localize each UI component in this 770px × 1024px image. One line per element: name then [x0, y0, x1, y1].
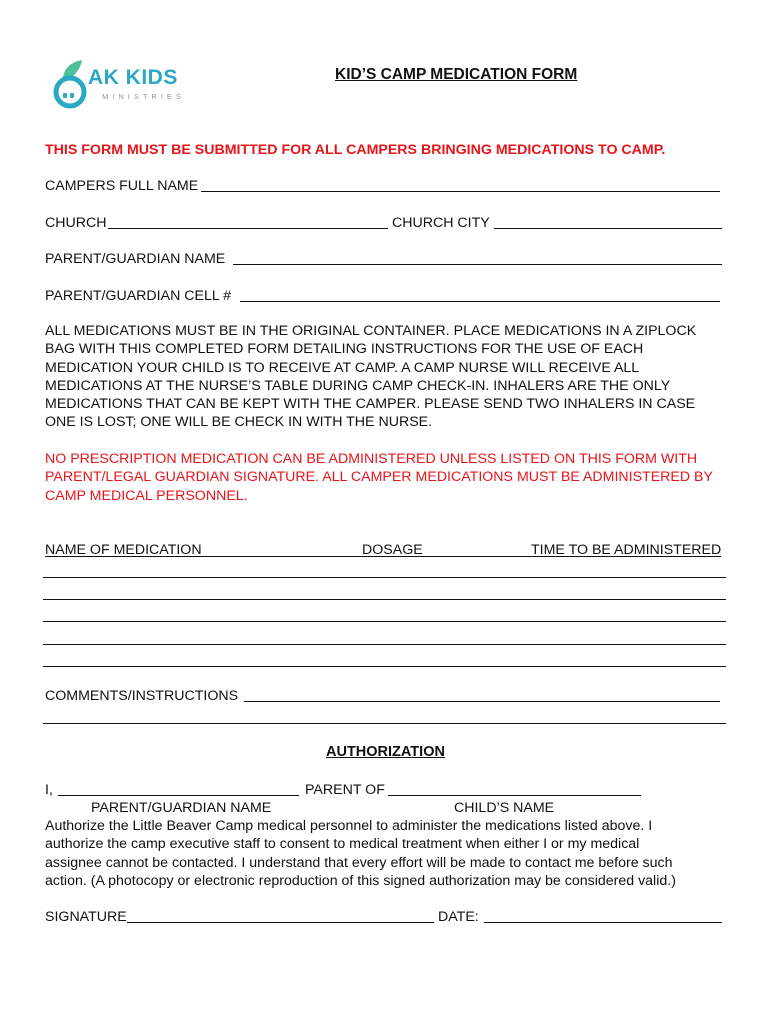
prescription-warning: [45, 450, 735, 505]
warning-line: NO PRESCRIPTION MEDICATION CAN BE ADMINISTERED UNLESS LISTED ON THIS FORM WITH: [45, 451, 698, 467]
church-field[interactable]: [108, 228, 388, 229]
church-city-field[interactable]: [494, 228, 722, 229]
comments-field[interactable]: [244, 701, 720, 702]
authorization-text: [45, 817, 735, 890]
comments-label: COMMENTS/INSTRUCTIONS: [45, 688, 239, 704]
authorization-line: Authorize the Little Beaver Camp medical personnel to administer the medications listed above. I: [45, 818, 653, 834]
dosage-column-header: DOSAGE: [362, 542, 423, 558]
parent-of-label: PARENT OF: [305, 782, 385, 798]
instructions-paragraph: [45, 322, 735, 432]
medication-row-line[interactable]: [43, 599, 726, 600]
warning-line: PARENT/LEGAL GUARDIAN SIGNATURE. ALL CAMPER MEDICATIONS MUST BE ADMINISTERED BY: [45, 469, 713, 486]
medication-column-header: NAME OF MEDICATION: [45, 542, 202, 558]
instructions-line: MEDICATION YOUR CHILD IS TO RECEIVE AT CAMP. A CAMP NURSE WILL RECEIVE ALL: [45, 359, 640, 376]
instructions-line: ONE IS LOST; ONE WILL BE CHECK IN WITH THE NURSE.: [45, 414, 433, 431]
comments-line[interactable]: [43, 723, 726, 724]
instructions-line: ALL MEDICATIONS MUST BE IN THE ORIGINAL CONTAINER. PLACE MEDICATIONS IN A ZIPLOCK: [45, 323, 697, 339]
guardian-name-label: PARENT/GUARDIAN NAME: [45, 251, 226, 267]
guardian-cell-field[interactable]: [240, 301, 720, 302]
signature-label: SIGNATURE: [45, 909, 127, 925]
signature-field[interactable]: [127, 922, 434, 923]
date-field[interactable]: [484, 922, 722, 923]
logo-name: AK KIDS: [88, 66, 178, 89]
table-header-underline: [45, 556, 721, 557]
medication-row-line[interactable]: [43, 666, 726, 667]
authorization-heading: AUTHORIZATION: [326, 744, 445, 760]
medication-row-line[interactable]: [43, 621, 726, 622]
guardian-name-field[interactable]: [233, 264, 722, 265]
authorization-line: assignee cannot be contacted. I understand that every effort will be made to contact me before such: [45, 854, 673, 871]
guardian-name-caption: PARENT/GUARDIAN NAME: [91, 800, 272, 816]
time-column-header: TIME TO BE ADMINISTERED: [531, 542, 722, 558]
authorization-line: authorize the camp executive staff to consent to medical treatment when either I or my medical: [45, 836, 640, 853]
child-name-caption: CHILD’S NAME: [454, 800, 555, 816]
warning-line: CAMP MEDICAL PERSONNEL.: [45, 487, 248, 504]
i-label: I,: [45, 782, 53, 798]
submission-notice: THIS FORM MUST BE SUBMITTED FOR ALL CAMPERS BRINGING MEDICATIONS TO CAMP.: [45, 142, 666, 158]
instructions-line: BAG WITH THIS COMPLETED FORM DETAILING INSTRUCTIONS FOR THE USE OF EACH: [45, 341, 644, 358]
camper-name-field[interactable]: [201, 191, 720, 192]
instructions-line: MEDICATIONS THAT CAN BE KEPT WITH THE CAMPER. PLEASE SEND TWO INHALERS IN CASE: [45, 396, 696, 413]
medication-row-line[interactable]: [43, 644, 726, 645]
church-city-label: CHURCH CITY: [392, 215, 490, 231]
authorization-line: action. (A photocopy or electronic reproduction of this signed authorization may be considered valid.): [45, 872, 676, 889]
child-name-field[interactable]: [388, 795, 641, 796]
guardian-signature-name-field[interactable]: [58, 795, 299, 796]
page-title: KID’S CAMP MEDICATION FORM: [335, 66, 578, 83]
instructions-line: MEDICATIONS AT THE NURSE’S TABLE DURING CAMP CHECK-IN. INHALERS ARE THE ONLY: [45, 377, 671, 394]
camper-name-label: CAMPERS FULL NAME: [45, 178, 199, 194]
medication-row-line[interactable]: [43, 577, 726, 578]
logo-subtitle: MINISTRIES: [102, 92, 185, 101]
date-label: DATE:: [438, 909, 479, 925]
guardian-cell-label: PARENT/GUARDIAN CELL #: [45, 288, 232, 304]
church-label: CHURCH: [45, 215, 107, 231]
